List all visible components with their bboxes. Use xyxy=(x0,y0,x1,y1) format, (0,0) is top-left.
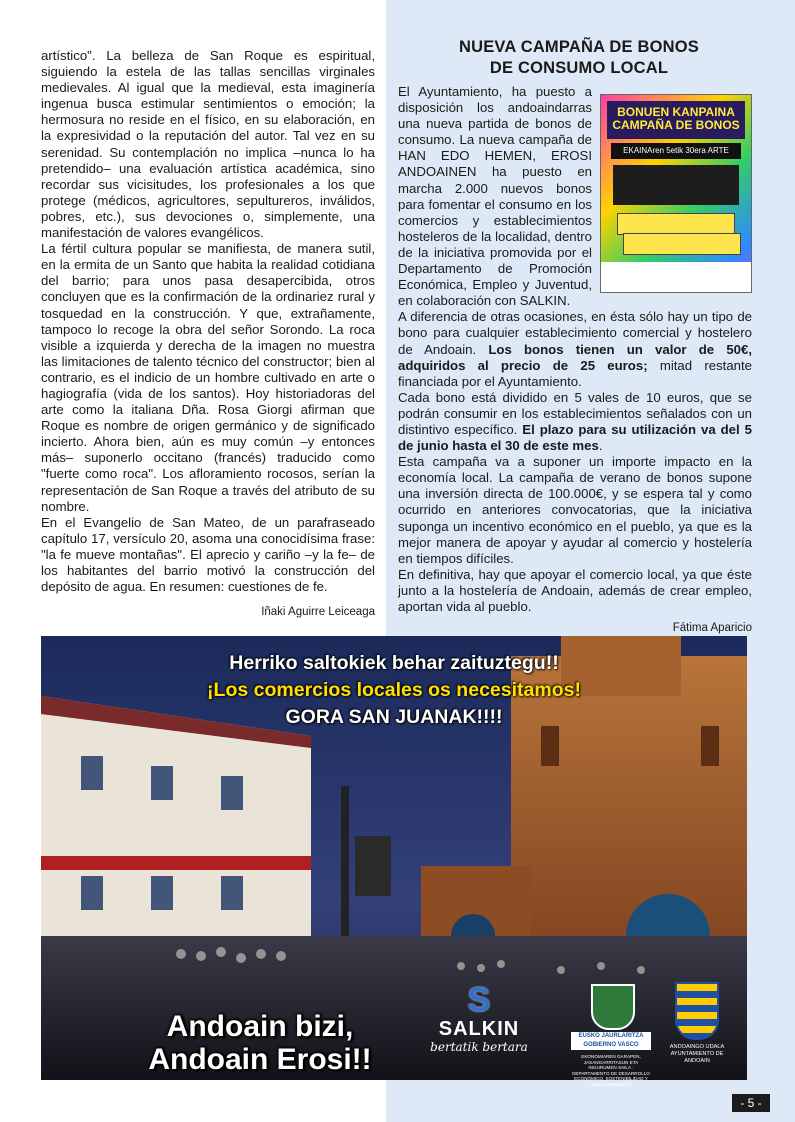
basque-shield-icon xyxy=(591,984,635,1030)
ad-slogan-line-1: Andoain bizi, xyxy=(166,1010,354,1043)
article-paragraph-2 xyxy=(398,309,752,389)
article-paragraph-5: En definitiva, hay que apoyar el comercio local, ya que éste junto a la hostelería de Andoain, además de crear empleo, aportan vida al pueblo. xyxy=(398,566,752,614)
andoain-council-logo xyxy=(661,982,733,1072)
poster-subtitle: EKAINAren 5etik 30era ARTE xyxy=(611,143,741,159)
article-title xyxy=(398,37,760,79)
ad-slogan-line-2: Andoain Erosi!! xyxy=(148,1043,372,1076)
article-body xyxy=(398,84,752,636)
ad-slogan xyxy=(115,1010,405,1076)
gobierno-vasco-label: EUSKO JAURLARITZA GOBIERNO VASCO xyxy=(571,1032,651,1050)
article-p3-bold: El plazo para su utilización va del 5 de junio hasta el 30 de este mes xyxy=(398,421,752,454)
article-p2-text-end: mitad restante financiada por el Ayuntamiento. xyxy=(398,357,752,389)
andoain-shield-icon xyxy=(675,982,719,1040)
article-p3-text-end: . xyxy=(598,438,603,454)
gobierno-vasco-logo xyxy=(571,984,651,1087)
salkin-tagline: bertatik bertara xyxy=(430,1040,528,1054)
article-p2-text: A diferencia de otras ocasiones, en ésta sólo hay un tipo de bono para cualquier establecimiento comercial y hostelero de Andoain. xyxy=(398,309,752,357)
gobierno-vasco-department: EKONOMIAREN GARAPEN, JASANGARRITASUN ETA INGURUMEN SAILA · DEPARTAMENTO DE DESARROLLO ECONÓMICO, SOSTENIBILIDAD Y MEDIO AMBIENTE xyxy=(572,1054,650,1087)
salkin-logo xyxy=(423,982,535,1078)
andoain-council-label: ANDOAINGO UDALA AYUNTAMIENTO DE ANDOAIN xyxy=(669,1044,725,1064)
article-paragraph-4: Esta campaña va a suponer un importe impacto en la economía local. La campaña de verano de bonos supone una inversión directa de 100.000€, y se espera tal y como ocurrido en anteriores convocatorias, que la iniciativa suponga un incentivo económico en el pueblo, ya que es la mejor manera de apoyar y ayudar al comercio y hostelería en tiempos difíciles. xyxy=(398,454,752,566)
left-column xyxy=(41,48,375,620)
article-title-line-1: NUEVA CAMPAÑA DE BONOS xyxy=(459,38,699,56)
left-signature: Iñaki Aguirre Leiceaga xyxy=(261,606,375,619)
poster-footer xyxy=(601,262,751,292)
article-signature: Fátima Aparicio xyxy=(672,622,752,635)
article-p3-text: Cada bono está dividido en 5 vales de 10 euros, que se podrán consumir en los establecimientos señalados con un distintivo específico. xyxy=(398,389,752,437)
left-paragraph-3: En el Evangelio de San Mateo, de un parafraseado capítulo 17, versículo 20, asoma una conocidísima frase: "la fe mueve montañas". El aprecio y cariño –y la fe– de los habitantes del barrio motivó la construcción del depósito de agua. En resumen: cuestiones de fe. xyxy=(41,514,375,595)
ad-photo xyxy=(41,636,747,1087)
article-paragraph-1: El Ayuntamiento, ha puesto a disposición los andoaindarras una nueva partida de bonos de consumo. La nueva campaña de HAN EDO HEMEN, EROSI ANDOAINEN ha puesto en marcha 2.000 nuevos bonos para fomentar el consumo en los comercios y establecimientos hosteleros de la localidad, dentro de la iniciativa promovida por el Departamento de Promoción Económica, Empleo y Juventud, en colaboración con SALKIN. xyxy=(398,84,592,309)
ad-headline-spanish: ¡Los comercios locales os necesitamos! xyxy=(207,679,581,701)
salkin-name: SALKIN xyxy=(438,1018,520,1040)
ad-headline-basque: Herriko saltokiek behar zaituztegu!! xyxy=(229,652,559,674)
article-p2-bold: Los bonos tienen un valor de 50€, adquiridos al precio de 25 euros; xyxy=(398,341,752,373)
salkin-mark-icon: S xyxy=(467,981,491,1019)
page-number: - 5 - xyxy=(732,1094,770,1112)
campaign-poster-image xyxy=(600,94,752,293)
poster-info-box xyxy=(613,165,739,205)
poster-title: BONUEN KANPAINA CAMPAÑA DE BONOS xyxy=(607,101,745,139)
article-paragraph-3 xyxy=(398,390,752,454)
poster-ticket xyxy=(617,213,735,235)
poster-ticket xyxy=(623,233,741,255)
ad-headline-festival: GORA SAN JUANAK!!!! xyxy=(285,706,503,728)
left-paragraph-2: La fértil cultura popular se manifiesta, de manera sutil, en la ermita de un Santo que habita la realidad cotidiana del barrio; para unos pasa desapercibida, otros concluyen que es la confirmación de la ordinariez rural y tosquedad en la construcción. Y que, extrañamente, tampoco lo recoge la obra del señor Sorondo. La roca visible a izquierda y derecha de la imagen no muestra las limitaciones de talento técnico del constructor; bien al contrario, es el indicio de un hombre cultivado en arte o hagiografía (vida de los santos). Hoy historiadoras del arte como la italiana Dña. Rosa Giorgi afirman que Roque es nombre de origen germánico y de significado incierto. Ahora bien, aún es muy común –y entonces más– suponerlo occitano (francés) traducido como "fuerte como roca". Los afloramiento rocosos, serían la representación de San Roque a través del atributo de su nombre. xyxy=(41,241,375,514)
article-title-line-2: DE CONSUMO LOCAL xyxy=(489,59,669,77)
left-paragraph-1: artístico". La belleza de San Roque es espiritual, siguiendo la estela de las tallas sencillas virginales medievales. Al igual que la medieval, esta imaginería ingenua busca estimular sentimientos o emoción; la hermosura no reside en el físico, en su elaboración, en la expresividad o la reputación del autor. Tal vez en su serenidad. Su contemplación no implica –nunca lo ha pretendido– una evaluación artística académica, sino recordar sus vicisitudes, los profesionales a los que protege (médicos, agricultores, sepultureros, inválidos, pobres, etc.), sus devociones o, simplemente, una manifestación de valores evangélicos. xyxy=(41,48,375,241)
